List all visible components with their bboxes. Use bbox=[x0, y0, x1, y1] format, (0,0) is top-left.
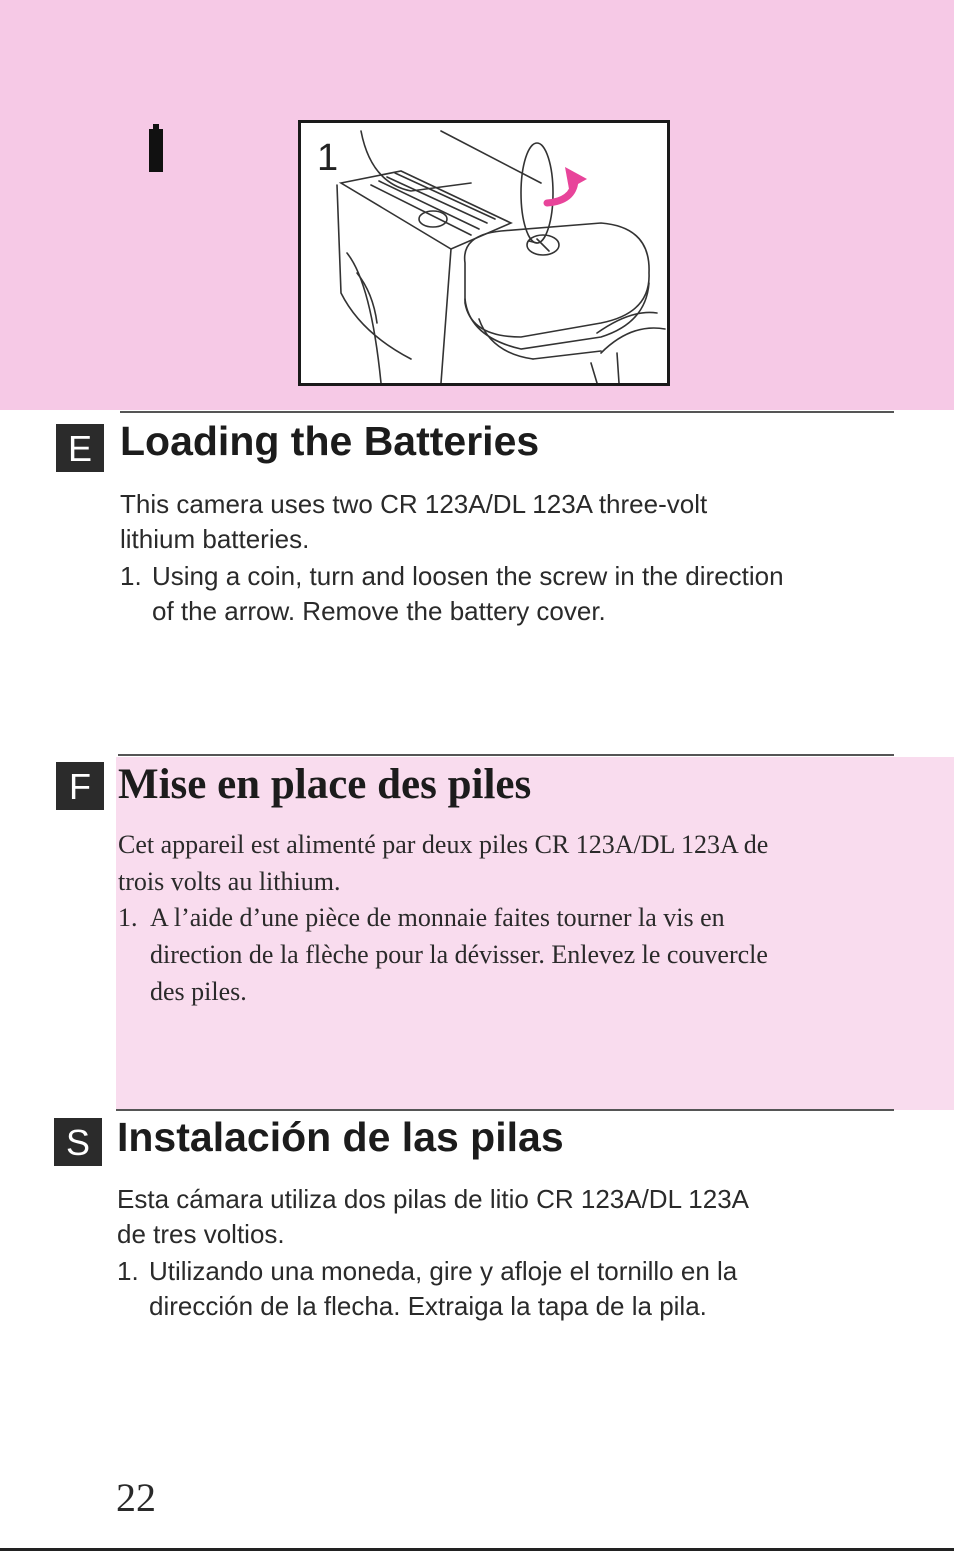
bottom-rule bbox=[0, 1548, 954, 1551]
step-line: direction de la flèche pour la dévisser. Enlevez le couvercle bbox=[150, 940, 768, 969]
language-badge-fr: F bbox=[56, 762, 104, 810]
intro-line: lithium batteries. bbox=[120, 524, 310, 554]
step-line: des piles. bbox=[150, 977, 247, 1006]
page-number: 22 bbox=[116, 1475, 156, 1520]
step-number: 1. bbox=[120, 561, 142, 591]
section-rule-en bbox=[120, 411, 894, 413]
intro-text-es bbox=[117, 1182, 749, 1252]
step-line: of the arrow. Remove the battery cover. bbox=[152, 596, 606, 626]
section-rule-fr bbox=[118, 754, 894, 756]
step-line: A l’aide d’une pièce de monnaie faites tourner la vis en bbox=[150, 903, 725, 932]
section-title-es: Instalación de las pilas bbox=[117, 1114, 564, 1160]
figure-step-number: 1 bbox=[317, 137, 339, 179]
intro-line: trois volts au lithium. bbox=[118, 867, 341, 896]
section-rule-es bbox=[116, 1109, 894, 1111]
intro-text-fr bbox=[118, 826, 768, 900]
intro-line: Cet appareil est alimenté par deux piles CR 123A/DL 123A de bbox=[118, 830, 769, 859]
section-title-fr: Mise en place des piles bbox=[118, 761, 532, 808]
intro-line: Esta cámara utiliza dos pilas de litio CR 123A/DL 123A bbox=[117, 1184, 750, 1214]
language-badge-es: S bbox=[54, 1118, 102, 1166]
intro-line: de tres voltios. bbox=[117, 1219, 285, 1249]
step-line: Using a coin, turn and loosen the screw in the direction bbox=[152, 561, 784, 591]
battery-cover-figure bbox=[298, 120, 670, 386]
language-badge-en: E bbox=[56, 424, 104, 472]
intro-text-en bbox=[120, 487, 707, 557]
step-number: 1. bbox=[118, 903, 138, 932]
section-title-en: Loading the Batteries bbox=[120, 418, 540, 464]
battery-cover-screw-illustration bbox=[301, 123, 667, 383]
step-line: Utilizando una moneda, gire y afloje el tornillo en la bbox=[149, 1256, 738, 1286]
intro-line: This camera uses two CR 123A/DL 123A three-volt bbox=[120, 489, 708, 519]
step-line: dirección de la flecha. Extraiga la tapa de la pila. bbox=[149, 1291, 707, 1321]
battery-icon bbox=[148, 124, 164, 172]
step-number: 1. bbox=[117, 1256, 139, 1286]
